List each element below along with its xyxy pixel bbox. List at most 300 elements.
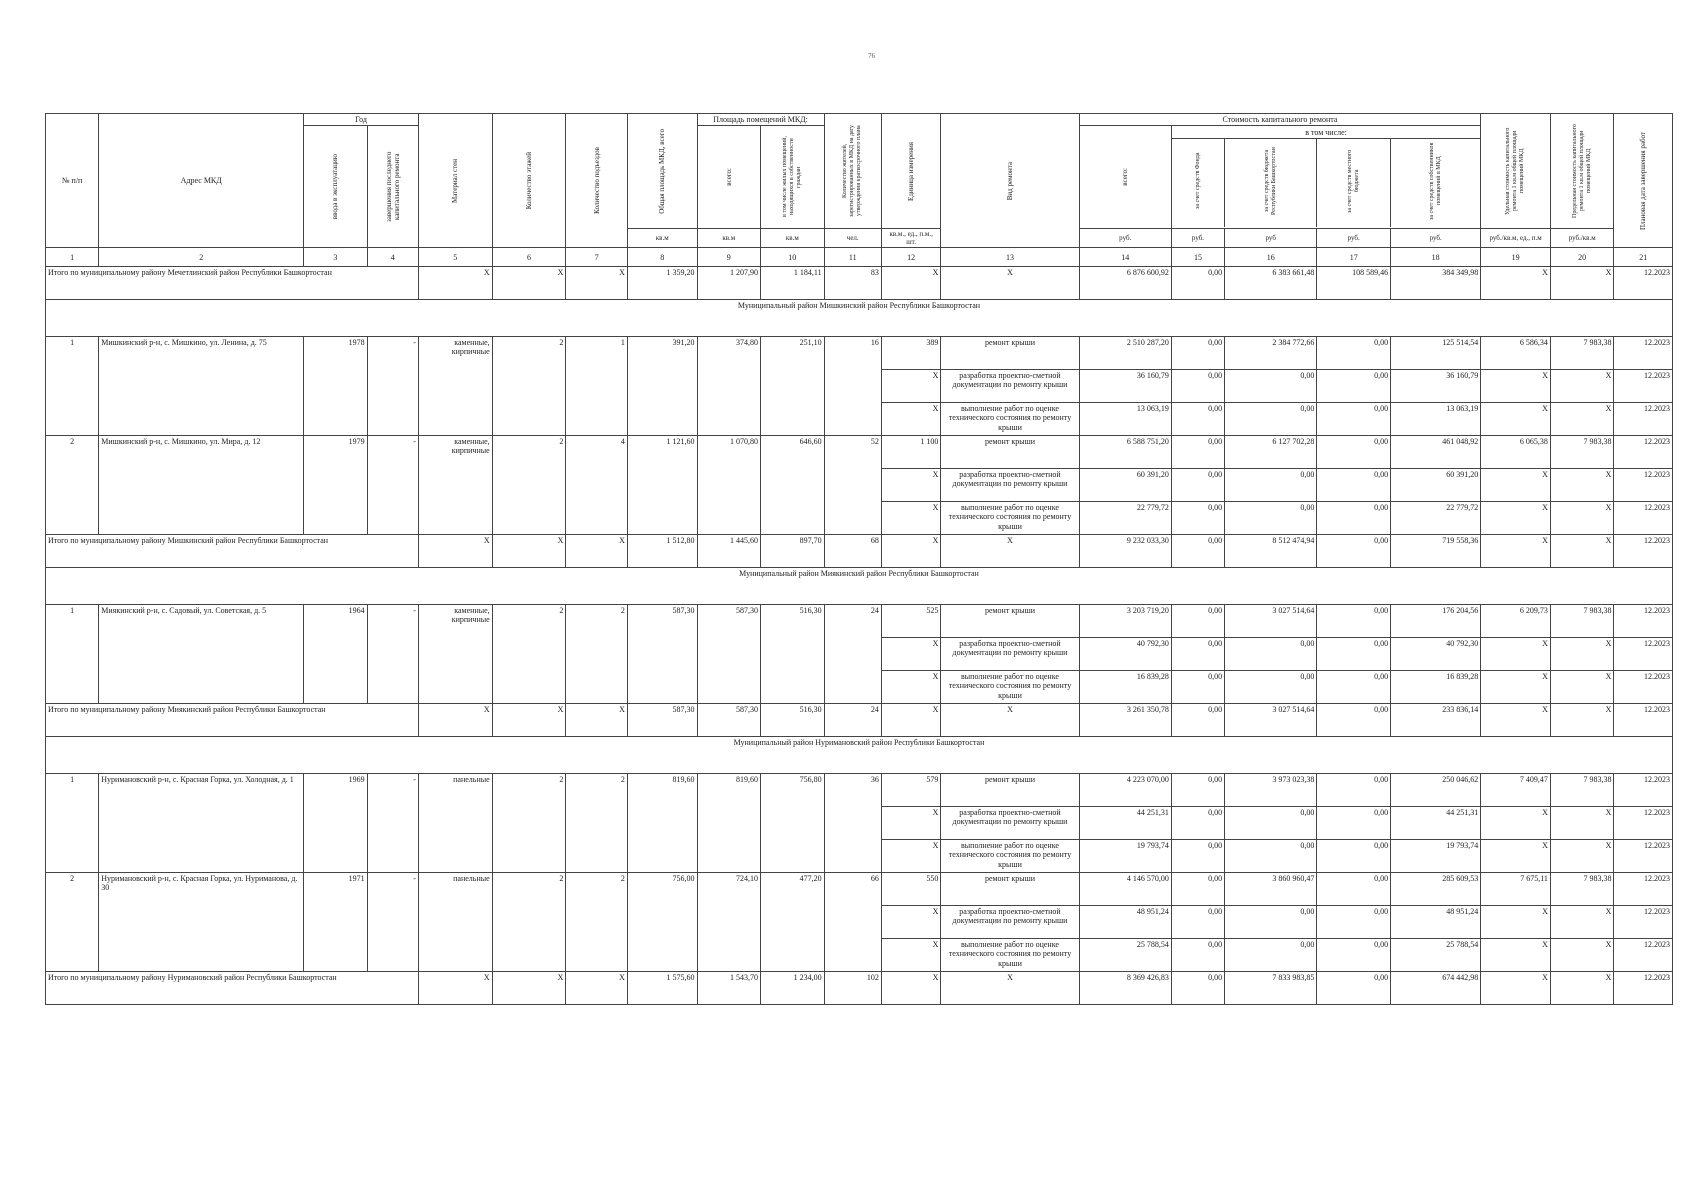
col-index: 3 [304,248,368,267]
cell-repair-type: выполнение работ по оценке технического состояния по ремонту крыши [941,840,1079,873]
cell-repair-type: X [941,535,1079,568]
cell-repair-type: ремонт крыши [941,337,1079,370]
total-cell: X [566,704,627,737]
cell-cost-owners: 19 793,74 [1391,840,1481,873]
cell-cost-fund: 0,00 [1171,267,1224,300]
cell-year-commission: 1978 [304,337,368,436]
col-num: № п/п [46,114,99,248]
col-residents: Количество жителей, зарегистрированных в МКД на дату утверждения краткосрочного плана [824,114,881,229]
cell-repair-type: выполнение работ по оценке технического состояния по ремонту крыши [941,403,1079,436]
cell-residents: 36 [824,774,881,873]
cell-cost-local: 0,00 [1317,840,1391,873]
cell-year-commission: 1979 [304,436,368,535]
cell-unit-cost: 6 065,38 [1481,436,1551,469]
cell-measure: X [881,840,940,873]
unit-cell: чел. [824,229,881,248]
cell-cost-owners: 25 788,54 [1391,939,1481,972]
cell-cost-total: 40 792,30 [1079,638,1171,671]
cell-cost-local: 0,00 [1317,436,1391,469]
cell-cost-local: 0,00 [1317,774,1391,807]
total-cell: X [566,972,627,1005]
cell-cost-local: 0,00 [1317,873,1391,906]
cell-planned-date: 12.2023 [1614,840,1673,873]
cell-cost-owners: 36 160,79 [1391,370,1481,403]
cell-measure: X [881,939,940,972]
col-measure-unit: Единица измерения [881,114,940,229]
total-cell: X [566,267,627,300]
cell-premises-contrib: 756,80 [761,774,825,873]
cell-limit-cost: X [1550,502,1614,535]
total-cell: 102 [824,972,881,1005]
cell-premises-total: 587,30 [697,605,761,704]
cell-unit-cost: 6 586,34 [1481,337,1551,370]
cell-cost-owners: 285 609,53 [1391,873,1481,906]
unit-cell: кв.м [627,229,697,248]
cell-unit-cost: X [1481,939,1551,972]
cell-cost-total: 60 391,20 [1079,469,1171,502]
cell-total-area: 819,60 [627,774,697,873]
district-total-row [46,267,1673,300]
cell-num: 2 [46,873,99,972]
total-cell: 1 234,00 [761,972,825,1005]
cell-floors: 2 [492,337,566,436]
cell-unit-cost: X [1481,671,1551,704]
total-cell: 587,30 [627,704,697,737]
cell-entrances: 2 [566,873,627,972]
unit-cell: руб. [1317,229,1391,248]
cell-unit-cost: X [1481,403,1551,436]
cell-planned-date: 12.2023 [1614,436,1673,469]
cell-entrances: 1 [566,337,627,436]
cell-cost-fund: 0,00 [1171,535,1224,568]
cell-cost-fund: 0,00 [1171,671,1224,704]
col-cost-group: Стоимость капитального ремонта [1079,114,1481,126]
cell-cost-republic: 6 127 702,28 [1225,436,1317,469]
cell-cost-local: 0,00 [1317,535,1391,568]
col-index: 1 [46,248,99,267]
cell-cost-republic: 0,00 [1225,939,1317,972]
col-planned-date: Плановая дата завершения работ [1614,114,1673,248]
cell-repair-type: выполнение работ по оценке технического состояния по ремонту крыши [941,671,1079,704]
cell-cost-fund: 0,00 [1171,873,1224,906]
cell-unit-cost: X [1481,807,1551,840]
cell-limit-cost: X [1550,840,1614,873]
total-label: Итого по муниципальному району Нуримановский район Республики Башкортостан [46,972,419,1005]
cell-limit-cost: X [1550,704,1614,737]
cell-cost-local: 0,00 [1317,906,1391,939]
cell-repair-type: ремонт крыши [941,605,1079,638]
cell-limit-cost: X [1550,671,1614,704]
total-cell: 516,30 [761,704,825,737]
col-cost-republic: за счет средств бюджета Республики Башкортостан [1225,139,1317,227]
unit-cell: руб. [1391,229,1481,248]
cell-unit-cost: 7 409,47 [1481,774,1551,807]
cell-measure: 389 [881,337,940,370]
cell-cost-total: 25 788,54 [1079,939,1171,972]
col-index: 6 [492,248,566,267]
total-cell: 897,70 [761,535,825,568]
cell-unit-cost: X [1481,972,1551,1005]
cell-unit-cost: X [1481,267,1551,300]
cell-measure: X [881,267,940,300]
cell-cost-republic: 7 833 983,85 [1225,972,1317,1005]
total-cell: X [492,267,566,300]
cell-planned-date: 12.2023 [1614,267,1673,300]
cell-repair-type: ремонт крыши [941,436,1079,469]
cell-cost-local: 0,00 [1317,671,1391,704]
cell-limit-cost: 7 983,38 [1550,605,1614,638]
total-cell: X [492,704,566,737]
cell-limit-cost: X [1550,535,1614,568]
col-repair-type: Вид ремонта [941,114,1079,248]
total-cell: X [418,704,492,737]
unit-cell: руб. [1171,229,1224,248]
table-row [46,605,1673,638]
total-cell: X [492,972,566,1005]
col-index: 8 [627,248,697,267]
cell-premises-contrib: 251,10 [761,337,825,436]
cell-cost-total: 4 223 070,00 [1079,774,1171,807]
cell-repair-type: разработка проектно-сметной документации по ремонту крыши [941,638,1079,671]
col-index: 15 [1171,248,1224,267]
cell-cost-owners: 176 204,56 [1391,605,1481,638]
total-cell: X [418,535,492,568]
cell-cost-total: 6 588 751,20 [1079,436,1171,469]
cell-cost-fund: 0,00 [1171,436,1224,469]
cell-year-commission: 1969 [304,774,368,873]
cell-residents: 52 [824,436,881,535]
cell-cost-owners: 250 046,62 [1391,774,1481,807]
cell-cost-local: 0,00 [1317,807,1391,840]
cell-cost-owners: 719 558,36 [1391,535,1481,568]
cell-limit-cost: X [1550,638,1614,671]
cell-floors: 2 [492,873,566,972]
cell-premises-total: 1 070,80 [697,436,761,535]
cell-total-area: 587,30 [627,605,697,704]
table-row [46,436,1673,469]
cell-measure: X [881,807,940,840]
cell-cost-total: 16 839,28 [1079,671,1171,704]
cell-cost-republic: 3 860 960,47 [1225,873,1317,906]
cell-cost-owners: 125 514,54 [1391,337,1481,370]
cell-cost-republic: 0,00 [1225,638,1317,671]
cell-planned-date: 12.2023 [1614,535,1673,568]
col-index: 19 [1481,248,1551,267]
cell-cost-owners: 233 836,14 [1391,704,1481,737]
cell-cost-local: 0,00 [1317,638,1391,671]
col-cost-local: за счет средств местного бюджета [1317,139,1391,227]
cell-measure: 1 100 [881,436,940,469]
cell-measure: X [881,704,940,737]
cell-planned-date: 12.2023 [1614,605,1673,638]
cell-repair-type: ремонт крыши [941,774,1079,807]
total-label: Итого по муниципальному району Мечетлинский район Республики Башкортостан [46,267,419,300]
cell-limit-cost: X [1550,370,1614,403]
table-row [46,774,1673,807]
unit-cell: кв.м [761,229,825,248]
cell-measure: X [881,671,940,704]
cell-year-last-repair: - [367,774,418,873]
cell-cost-republic: 0,00 [1225,469,1317,502]
cell-entrances: 2 [566,774,627,873]
col-premises-total: всего: [697,126,761,229]
col-including: в том числе: за счет средств Фонда за счет средств бюджета Республики Башкортостан за счет средств местного бюджета за счет средств собственников помещений в МКД [1171,126,1480,229]
table-header [46,114,1673,267]
cell-cost-local: 0,00 [1317,605,1391,638]
cell-address: Мишкинский р-н, с. Мишкино, ул. Мира, д. 12 [99,436,304,535]
cell-residents: 16 [824,337,881,436]
cell-cost-local: 108 589,46 [1317,267,1391,300]
cell-cost-republic: 0,00 [1225,807,1317,840]
cell-floors: 2 [492,605,566,704]
cell-cost-fund: 0,00 [1171,939,1224,972]
cell-address: Нуримановский р-н, с. Красная Горка, ул. Холодная, д. 1 [99,774,304,873]
cell-planned-date: 12.2023 [1614,807,1673,840]
cell-cost-total: 3 203 719,20 [1079,605,1171,638]
cell-unit-cost: X [1481,502,1551,535]
total-cell: 68 [824,535,881,568]
cell-limit-cost: X [1550,906,1614,939]
district-section-row [46,737,1673,774]
cell-cost-republic: 3 027 514,64 [1225,704,1317,737]
cell-num: 1 [46,774,99,873]
cell-cost-local: 0,00 [1317,502,1391,535]
cell-measure: X [881,906,940,939]
column-index-row [46,248,1673,267]
cell-floors: 2 [492,436,566,535]
cell-cost-local: 0,00 [1317,337,1391,370]
cell-measure: X [881,972,940,1005]
cell-wall-material: каменные, кирпичные [418,436,492,535]
col-index: 17 [1317,248,1391,267]
cell-cost-local: 0,00 [1317,704,1391,737]
cell-measure: 550 [881,873,940,906]
cell-cost-owners: 40 792,30 [1391,638,1481,671]
cell-wall-material: каменные, кирпичные [418,605,492,704]
cell-cost-republic: 0,00 [1225,502,1317,535]
col-cost-fund: за счет средств Фонда [1172,139,1226,227]
cell-wall-material: панельные [418,873,492,972]
table-body [46,267,1673,1005]
cell-measure: X [881,502,940,535]
cell-cost-total: 2 510 287,20 [1079,337,1171,370]
cell-total-area: 1 121,60 [627,436,697,535]
col-index: 18 [1391,248,1481,267]
district-section-title: Муниципальный район Миякинский район Республики Башкортостан [46,568,1673,605]
cell-cost-local: 0,00 [1317,403,1391,436]
cell-limit-cost: 7 983,38 [1550,337,1614,370]
cell-premises-contrib: 477,20 [761,873,825,972]
cell-cost-total: 6 876 600,92 [1079,267,1171,300]
cell-unit-cost: X [1481,535,1551,568]
unit-cell: руб. [1079,229,1171,248]
cell-unit-cost: X [1481,370,1551,403]
cell-cost-republic: 0,00 [1225,370,1317,403]
cell-measure: 579 [881,774,940,807]
col-index: 14 [1079,248,1171,267]
cell-cost-total: 19 793,74 [1079,840,1171,873]
cell-premises-contrib: 646,60 [761,436,825,535]
cell-cost-total: 9 232 033,30 [1079,535,1171,568]
cell-wall-material: панельные [418,774,492,873]
unit-cell: руб [1225,229,1317,248]
cell-unit-cost: X [1481,469,1551,502]
cell-unit-cost: X [1481,906,1551,939]
cell-cost-total: 36 160,79 [1079,370,1171,403]
cell-entrances: 2 [566,605,627,704]
cell-cost-owners: 461 048,92 [1391,436,1481,469]
col-total-area: Общая площадь МКД, всего [627,114,697,229]
cell-num: 2 [46,436,99,535]
cell-cost-owners: 16 839,28 [1391,671,1481,704]
cell-cost-fund: 0,00 [1171,704,1224,737]
cell-cost-fund: 0,00 [1171,502,1224,535]
cell-cost-total: 48 951,24 [1079,906,1171,939]
cell-num: 1 [46,605,99,704]
total-cell: 83 [824,267,881,300]
cell-planned-date: 12.2023 [1614,337,1673,370]
col-index: 12 [881,248,940,267]
col-limit-cost: Предельная стоимость капитального ремонта 1 кв.м общей площади помещений МКД [1550,114,1614,229]
cell-cost-local: 0,00 [1317,939,1391,972]
col-cost-total: всего: [1079,126,1171,229]
cell-cost-fund: 0,00 [1171,774,1224,807]
cell-cost-owners: 13 063,19 [1391,403,1481,436]
col-index: 21 [1614,248,1673,267]
cell-limit-cost: 7 983,38 [1550,873,1614,906]
cell-cost-fund: 0,00 [1171,605,1224,638]
cell-cost-local: 0,00 [1317,972,1391,1005]
cell-repair-type: разработка проектно-сметной документации по ремонту крыши [941,906,1079,939]
cell-total-area: 391,20 [627,337,697,436]
cell-total-area: 756,00 [627,873,697,972]
col-index: 5 [418,248,492,267]
cell-cost-republic: 0,00 [1225,403,1317,436]
col-unit-cost: Удельная стоимость капитального ремонта 1 кв.м общей площади помещений МКД [1481,114,1551,229]
cell-limit-cost: X [1550,972,1614,1005]
cell-unit-cost: X [1481,638,1551,671]
cell-repair-type: разработка проектно-сметной документации по ремонту крыши [941,807,1079,840]
cell-repair-type: выполнение работ по оценке технического состояния по ремонту крыши [941,939,1079,972]
table-row [46,873,1673,906]
district-section-row [46,300,1673,337]
cell-cost-fund: 0,00 [1171,638,1224,671]
cell-planned-date: 12.2023 [1614,873,1673,906]
cell-measure: X [881,403,940,436]
cell-year-last-repair: - [367,605,418,704]
total-cell: 24 [824,704,881,737]
col-index: 20 [1550,248,1614,267]
cell-cost-owners: 44 251,31 [1391,807,1481,840]
unit-cell: руб./кв.м, ед., п.м [1481,229,1551,248]
cell-cost-total: 3 261 350,78 [1079,704,1171,737]
col-year-commission: ввода в эксплуатацию [304,126,368,248]
cell-premises-total: 374,80 [697,337,761,436]
cell-measure: 525 [881,605,940,638]
district-section-title: Муниципальный район Нуримановский район Республики Башкортостан [46,737,1673,774]
cell-address: Мишкинский р-н, с. Мишкино, ул. Ленина, д. 75 [99,337,304,436]
col-index: 2 [99,248,304,267]
col-entrances: Количество подъездов [566,114,627,248]
cell-cost-local: 0,00 [1317,370,1391,403]
cell-cost-republic: 8 512 474,94 [1225,535,1317,568]
total-cell: 1 543,70 [697,972,761,1005]
unit-cell: кв.м [697,229,761,248]
cell-entrances: 4 [566,436,627,535]
cell-planned-date: 12.2023 [1614,502,1673,535]
cell-repair-type: X [941,704,1079,737]
district-section-title: Муниципальный район Мишкинский район Республики Башкортостан [46,300,1673,337]
cell-cost-total: 44 251,31 [1079,807,1171,840]
cell-planned-date: 12.2023 [1614,671,1673,704]
total-label: Итого по муниципальному району Миякинский район Республики Башкортостан [46,704,419,737]
cell-cost-owners: 674 442,98 [1391,972,1481,1005]
col-year-last-repair: завершения последнего капитального ремонта [367,126,418,248]
cell-repair-type: разработка проектно-сметной документации по ремонту крыши [941,370,1079,403]
cell-measure: X [881,638,940,671]
cell-planned-date: 12.2023 [1614,972,1673,1005]
cell-unit-cost: 7 675,11 [1481,873,1551,906]
col-index: 16 [1225,248,1317,267]
cell-cost-fund: 0,00 [1171,337,1224,370]
col-index: 13 [941,248,1079,267]
cell-cost-total: 8 369 426,83 [1079,972,1171,1005]
cell-premises-contrib: 516,30 [761,605,825,704]
cell-measure: X [881,469,940,502]
col-index: 7 [566,248,627,267]
cell-limit-cost: X [1550,939,1614,972]
cell-cost-republic: 3 973 023,38 [1225,774,1317,807]
cell-planned-date: 12.2023 [1614,906,1673,939]
cell-premises-total: 724,10 [697,873,761,972]
cell-year-commission: 1971 [304,873,368,972]
cell-cost-fund: 0,00 [1171,972,1224,1005]
cell-limit-cost: X [1550,807,1614,840]
table-row [46,337,1673,370]
col-index: 11 [824,248,881,267]
col-wall-material: Материал стен [418,114,492,248]
cell-limit-cost: 7 983,38 [1550,774,1614,807]
total-cell: 1 445,60 [697,535,761,568]
cell-cost-owners: 22 779,72 [1391,502,1481,535]
col-index: 9 [697,248,761,267]
total-cell: 587,30 [697,704,761,737]
total-cell: 1 575,60 [627,972,697,1005]
cell-measure: X [881,535,940,568]
cell-repair-type: X [941,972,1079,1005]
district-section-row [46,568,1673,605]
cell-planned-date: 12.2023 [1614,704,1673,737]
cell-cost-fund: 0,00 [1171,370,1224,403]
total-cell: 1 512,80 [627,535,697,568]
cell-unit-cost: 6 209,73 [1481,605,1551,638]
cell-cost-republic: 3 027 514,64 [1225,605,1317,638]
district-total-row [46,972,1673,1005]
capital-repair-table [45,113,1673,1005]
district-total-row [46,704,1673,737]
total-cell: X [418,972,492,1005]
col-premises-contrib: в том числе жилых помещений, находящихся в собственности граждан [761,126,825,229]
cell-address: Нуримановский р-н, с. Красная Горка, ул. Нуриманова, д. 30 [99,873,304,972]
cell-planned-date: 12.2023 [1614,403,1673,436]
total-label: Итого по муниципальному району Мишкинский район Республики Башкортостан [46,535,419,568]
unit-cell: руб./кв.м [1550,229,1614,248]
cell-planned-date: 12.2023 [1614,638,1673,671]
col-cost-owners: за счет средств собственников помещений в МКД [1428,142,1442,220]
total-cell: 1 184,11 [761,267,825,300]
cell-repair-type: разработка проектно-сметной документации по ремонту крыши [941,469,1079,502]
cell-address: Миякинский р-н, с. Садовый, ул. Советская, д. 5 [99,605,304,704]
